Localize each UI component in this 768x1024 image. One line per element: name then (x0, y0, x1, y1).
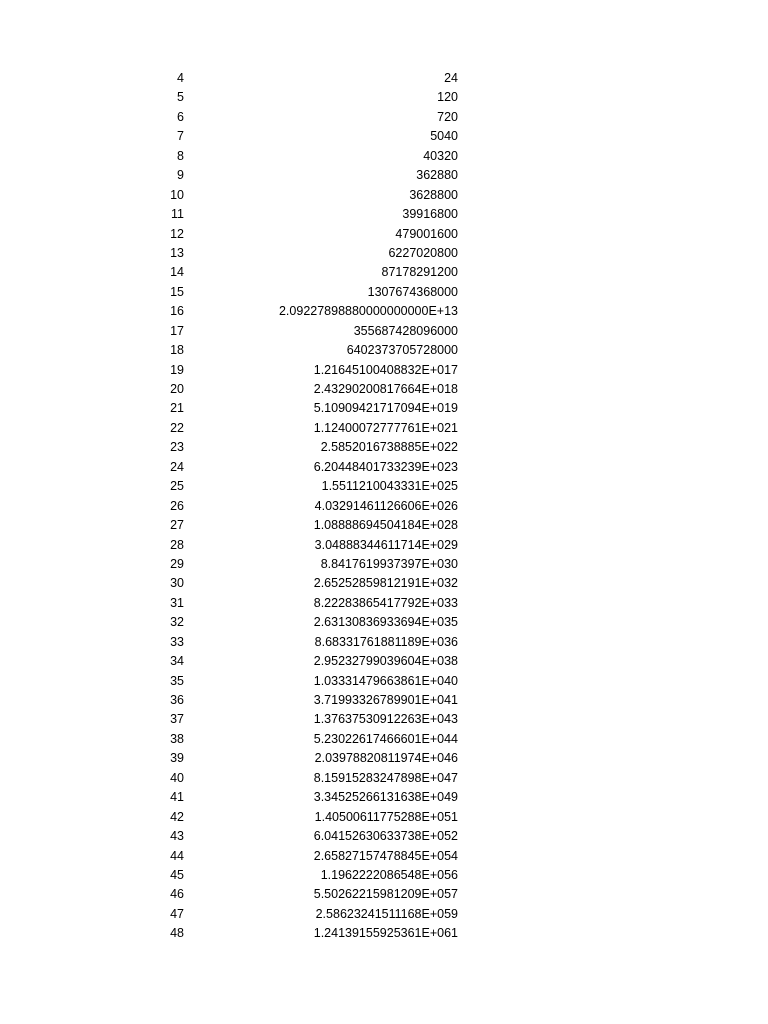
table-row (0, 166, 768, 185)
cell-factorial[interactable]: 1.40500611775288E+051 (314, 809, 458, 824)
cell-n[interactable]: 44 (170, 848, 184, 863)
table-row (0, 574, 768, 593)
cell-factorial[interactable]: 6.04152630633738E+052 (313, 829, 458, 844)
cell-n[interactable]: 29 (170, 556, 184, 571)
table-row (0, 808, 768, 827)
cell-n[interactable]: 11 (171, 207, 184, 222)
cell-factorial[interactable]: 3.34525266131638E+049 (313, 790, 458, 805)
cell-factorial[interactable]: 2.43290200817664E+018 (313, 382, 458, 396)
cell-factorial[interactable]: 2.65827157478845E+054 (313, 848, 458, 863)
table-rows (0, 69, 768, 944)
cell-n[interactable]: 34 (170, 654, 184, 669)
cell-factorial[interactable]: 8.22283865417792E+033 (313, 595, 458, 610)
cell-factorial[interactable]: 8.15915283247898E+047 (313, 770, 458, 785)
cell-n[interactable]: 43 (170, 829, 184, 844)
cell-factorial[interactable]: 3.04888344611714E+029 (314, 537, 458, 552)
cell-factorial[interactable]: 4.03291461126606E+026 (314, 498, 458, 513)
table-row (0, 419, 768, 438)
table-row (0, 924, 768, 943)
table-row (0, 322, 768, 341)
cell-n[interactable]: 35 (170, 673, 184, 688)
table-row (0, 905, 768, 924)
cell-factorial[interactable]: 5.23022617466601E+044 (313, 731, 458, 746)
table-row (0, 69, 768, 88)
cell-factorial[interactable]: 2.09227898880000000000E+13 (278, 304, 458, 319)
table-row (0, 361, 768, 380)
cell-n[interactable]: 30 (170, 576, 184, 591)
table-row (0, 458, 768, 477)
table-row (0, 788, 768, 807)
table-row (0, 244, 768, 263)
table-row (0, 263, 768, 282)
table-row (0, 341, 768, 360)
table-row (0, 497, 768, 516)
table-row (0, 749, 768, 768)
cell-factorial[interactable]: 479001600 (395, 226, 458, 241)
cell-factorial[interactable]: 6402373705728000 (346, 343, 458, 358)
cell-factorial[interactable]: 24 (444, 71, 458, 85)
cell-factorial[interactable]: 2.65252859812191E+032 (313, 576, 458, 591)
cell-factorial[interactable]: 3628800 (409, 187, 458, 202)
cell-n[interactable]: 27 (170, 518, 184, 533)
table-row (0, 827, 768, 846)
cell-factorial[interactable]: 1.5511210043331E+025 (321, 479, 458, 494)
cell-n[interactable]: 48 (170, 926, 184, 941)
table-row (0, 108, 768, 127)
cell-factorial[interactable]: 720 (437, 109, 458, 124)
cell-n[interactable]: 23 (170, 440, 184, 455)
table-row (0, 516, 768, 535)
cell-factorial[interactable]: 1.03331479663861E+040 (313, 673, 458, 688)
cell-n[interactable]: 4 (177, 71, 184, 85)
cell-n[interactable]: 31 (170, 595, 184, 610)
table-row (0, 847, 768, 866)
cell-n[interactable]: 9 (177, 168, 184, 183)
table-row (0, 302, 768, 321)
cell-n[interactable]: 21 (170, 401, 184, 416)
cell-n[interactable]: 37 (170, 712, 184, 727)
cell-n[interactable]: 46 (170, 887, 184, 902)
cell-n[interactable]: 25 (170, 479, 184, 494)
cell-n[interactable]: 17 (170, 323, 184, 338)
spreadsheet-table (0, 69, 768, 944)
table-row (0, 127, 768, 146)
cell-factorial[interactable]: 1.37637530912263E+043 (313, 712, 458, 727)
cell-n[interactable]: 47 (170, 906, 184, 921)
cell-factorial[interactable]: 5040 (430, 129, 458, 144)
cell-n[interactable]: 14 (170, 265, 184, 280)
table-row (0, 885, 768, 904)
table-row (0, 613, 768, 632)
cell-factorial[interactable]: 87178291200 (381, 265, 458, 280)
cell-factorial[interactable]: 120 (437, 90, 458, 105)
table-row (0, 536, 768, 555)
cell-factorial[interactable]: 1307674368000 (367, 284, 458, 299)
cell-n[interactable]: 32 (170, 615, 184, 630)
table-row (0, 438, 768, 457)
cell-n[interactable]: 42 (170, 809, 184, 824)
table-row (0, 710, 768, 729)
table-row (0, 399, 768, 418)
cell-factorial[interactable]: 362880 (416, 168, 458, 183)
cell-factorial[interactable]: 5.50262215981209E+057 (313, 887, 458, 902)
table-row (0, 672, 768, 691)
cell-n[interactable]: 7 (177, 129, 184, 144)
cell-factorial[interactable]: 1.24139155925361E+061 (313, 926, 458, 941)
cell-factorial[interactable]: 6227020800 (388, 245, 458, 260)
cell-factorial[interactable]: 2.03978820811974E+046 (314, 751, 458, 766)
cell-factorial[interactable]: 6.20448401733239E+023 (313, 459, 458, 474)
table-row (0, 633, 768, 652)
cell-n[interactable]: 36 (170, 693, 184, 707)
cell-factorial[interactable]: 2.95232799039604E+038 (313, 654, 458, 669)
cell-factorial[interactable]: 8.8417619937397E+030 (320, 556, 458, 571)
cell-factorial[interactable]: 39916800 (402, 207, 458, 222)
table-row (0, 225, 768, 244)
table-row (0, 594, 768, 613)
cell-n[interactable]: 5 (177, 90, 184, 105)
cell-n[interactable]: 24 (170, 459, 184, 474)
cell-n[interactable]: 20 (170, 382, 184, 396)
cell-n[interactable]: 26 (170, 498, 184, 513)
cell-n[interactable]: 10 (170, 187, 184, 202)
cell-n[interactable]: 18 (170, 343, 184, 358)
cell-factorial[interactable]: 1.21645100408832E+017 (313, 362, 458, 377)
cell-n[interactable]: 33 (170, 634, 184, 649)
cell-n[interactable]: 40 (170, 770, 184, 785)
cell-n[interactable]: 8 (177, 148, 184, 163)
table-row (0, 730, 768, 749)
cell-n[interactable]: 16 (170, 304, 184, 319)
cell-factorial[interactable]: 355687428096000 (353, 323, 458, 338)
table-row (0, 380, 768, 399)
cell-n[interactable]: 38 (170, 731, 184, 746)
cell-n[interactable]: 41 (170, 790, 184, 805)
cell-factorial[interactable]: 2.5852016738885E+022 (320, 440, 458, 455)
cell-factorial[interactable]: 2.58623241511168E+059 (315, 906, 458, 921)
table-row (0, 283, 768, 302)
cell-n[interactable]: 13 (170, 245, 184, 260)
cell-factorial[interactable]: 3.71993326789901E+041 (313, 693, 458, 707)
cell-n[interactable]: 6 (177, 109, 184, 124)
cell-n[interactable]: 12 (170, 226, 184, 241)
table-row (0, 88, 768, 107)
table-row (0, 652, 768, 671)
table-row (0, 555, 768, 574)
cell-factorial[interactable]: 8.68331761881189E+036 (314, 634, 458, 649)
cell-factorial[interactable]: 1.1962222086548E+056 (320, 867, 458, 882)
table-row (0, 147, 768, 166)
cell-factorial[interactable]: 40320 (423, 148, 458, 163)
table-row (0, 186, 768, 205)
table-row (0, 691, 768, 710)
cell-factorial[interactable]: 1.08888694504184E+028 (313, 518, 458, 533)
cell-n[interactable]: 45 (170, 867, 184, 882)
cell-n[interactable]: 39 (170, 751, 184, 766)
cell-n[interactable]: 15 (170, 284, 184, 299)
cell-factorial[interactable]: 5.10909421717094E+019 (313, 401, 458, 416)
cell-n[interactable]: 28 (170, 537, 184, 552)
cell-n[interactable]: 22 (170, 420, 184, 435)
table-row (0, 477, 768, 496)
table-row (0, 866, 768, 885)
table-row (0, 205, 768, 224)
table-row (0, 769, 768, 788)
cell-factorial[interactable]: 1.12400072777761E+021 (313, 420, 458, 435)
cell-factorial[interactable]: 2.63130836933694E+035 (313, 615, 458, 630)
cell-n[interactable]: 19 (170, 362, 184, 377)
